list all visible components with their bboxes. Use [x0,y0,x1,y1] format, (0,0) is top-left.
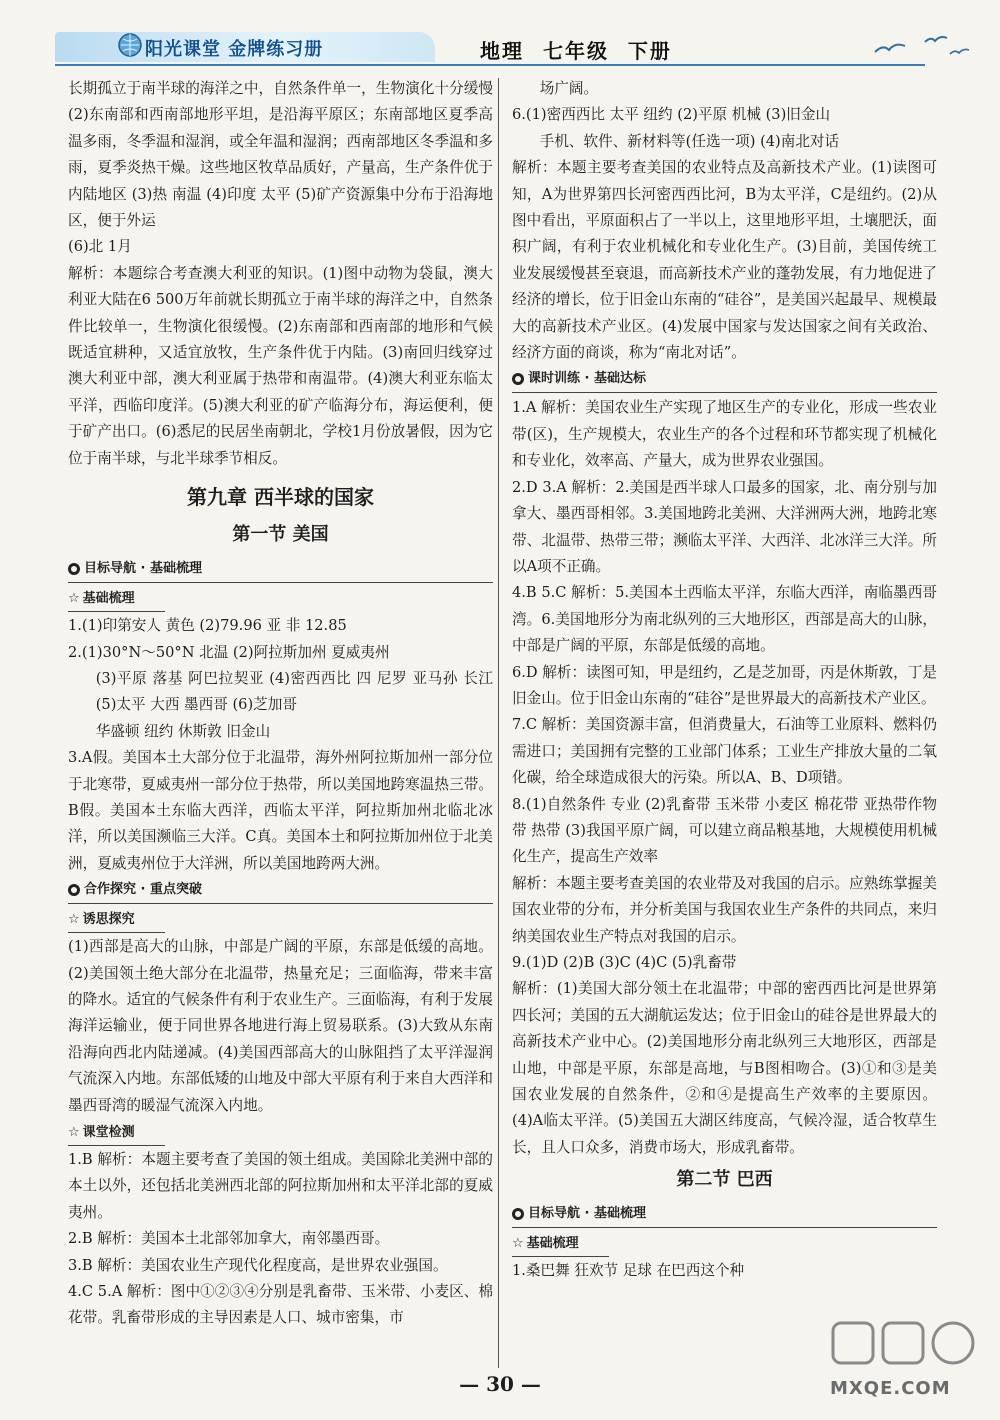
bullet-icon [68,563,80,575]
left-column [68,76,493,1332]
star-icon: ☆ [68,912,80,928]
answer-item: 华盛顿 纽约 休斯敦 旧金山 [95,722,271,740]
answer-text: 场广阔。 [539,80,599,97]
subsection-label: ☆ 基础梳理 [512,1232,609,1257]
answer-item: (1)西部是高大的山脉，中部是广阔的平原，东部是低缓的高地。(2)美国领土绝大部分在北温带，热量充足；三面临海，带来丰富的降水。适宜的气候条件有利于农业生产。三面临海，有利于发展海洋运输业，便于同世界各地进行海上贸易联系。(3)大致从东南沿海向西北内陆递减。(4)美国西部高大的山脉阻挡了太平洋湿润气流深入内地。东部低矮的山地及中部大平原有利于来自大西洋和墨西哥湾的暖湿气流深入内地。 [68,938,493,1114]
analysis-text: 解析：(1)美国大部分领土在北温带；中部的密西西比河是世界第四长河；美国的五大湖航运发达；位于旧金山的硅谷是世界最大的高新技术产业中心。(2)美国地形分南北纵列三大地形区，西部是山地，中部是平原，东部是高地，与B图相吻合。(3)①和③是美国农业发展的自然条件，②和④是提高生产效率的主要原因。(4)A临太平洋。(5)美国五大湖区纬度高，气候冷湿，适合牧草生长，且人口众多，消费市场大，形成乳畜带。 [512,980,937,1156]
series-title: 阳光课堂 金牌练习册 [145,39,324,60]
analysis-text: 解析：本题主要考查美国的农业带及对我国的启示。应熟练掌握美国农业带的分布，并分析美国与我国农业生产条件的共同点，来归纳美国农业生产特点对我国的启示。 [512,874,937,945]
answer-item: 3.A假。美国本土大部分位于北温带，海外州阿拉斯加州一部分位于北寒带，夏威夷州一部分位于热带，所以美国地跨寒温热三带。B假。美国本土东临大西洋，西临太平洋，阿拉斯加州北临北冰洋，所以美国濒临三大洋。C真。美国本土和阿拉斯加州位于北美洲，夏威夷州位于大洋洲，所以美国地跨两大洲。 [68,749,493,872]
watermark [828,1318,978,1408]
analysis-text: 解析：本题主要考查美国的农业特点及高新技术产业。(1)读图可知，A为世界第四长河密西西比河，B为太平洋，C是纽约。(2)从图中看出，平原面积占了一半以上，这里地形平坦，土壤肥沃，面积广阔，有利于农业机械化和专业化生产。(3)目前，美国传统工业发展缓慢甚至衰退，而高新技术产业的蓬勃发展，有力地促进了经济的增长，位于旧金山东南的“硅谷”，是美国兴起最早、规模最大的高新技术产业区。(4)发展中国家与发达国家之间有关政治、经济方面的商谈，称为“南北对话”。 [512,159,937,362]
star-icon: ☆ [512,1236,524,1252]
section-banner: 目标导航 · 基础梳理 [68,556,493,583]
right-column [512,76,937,1285]
answer-item: 手机、软件、新材料等(任选一项) (4)南北对话 [539,132,840,150]
answer-item: 7.C 解析：美国资源丰富，但消费量大，石油等工业原料、燃料仍需进口；美国拥有完整的工业部门体系；工业生产排放大量的二氧化碳，给全球造成很大的污染。所以A、B、D项错。 [512,716,937,787]
subsection-label: ☆ 诱思探究 [68,908,165,933]
watermark-logo-icon [828,1318,978,1378]
column-divider [498,78,499,1368]
birds-icon [855,32,975,64]
section-banner: 合作探究 · 重点突破 [68,877,493,904]
answer-item: 1.A 解析：美国农业生产实现了地区生产的专业化，形成一些农业带(区)，生产规模大，农业生产的各个过程和环节都实现了机械化和专业化，效率高、产量大，成为世界农业强国。 [512,399,937,470]
watermark-text: MXQE.COM [830,1378,951,1399]
subsection-label: ☆ 基础梳理 [68,587,165,612]
subsection-label: ☆ 课堂检测 [68,1121,165,1146]
answer-item: 4.C 5.A 解析：图中①②③④分别是乳畜带、玉米带、小麦区、棉花带。乳畜带形成的主导因素是人口、城市密集，市 [68,1283,493,1327]
answer-item: 6.(1)密西西比 太平 纽约 (2)平原 机械 (3)旧金山 [512,106,831,124]
star-icon: ☆ [68,1125,80,1140]
bullet-icon [68,884,80,896]
answer-item: 9.(1)D (2)B (3)C (4)C (5)乳畜带 [512,954,737,971]
section-title: 第二节 巴西 [676,1169,773,1191]
answer-item: 8.(1)自然条件 专业 (2)乳畜带 玉米带 小麦区 棉花带 亚热带作物带 热带 (3)我国平原广阔，可以建立商品粮基地，大规模使用机械化生产，提高生产效率 [512,795,937,866]
answer-item: 2.B 解析：美国本土北部邻加拿大，南邻墨西哥。 [68,1230,390,1248]
page-number: — 30 — [459,1372,541,1396]
answer-item: 1.B 解析：本题主要考查了美国的领土组成。美国除北美洲中部的本土以外，还包括北美洲西北部的阿拉斯加州和太平洋北部的夏威夷州。 [68,1151,493,1221]
section-title: 第一节 美国 [232,524,329,546]
section-banner: 目标导航 · 基础梳理 [512,1201,937,1228]
answer-item: 6.D 解析：读图可知，甲是纽约，乙是芝加哥，丙是休斯敦，丁是旧金山。位于旧金山东南的“硅谷”是世界最大的高新技术产业区。 [512,663,937,707]
analysis-text: 解析：本题综合考查澳大利亚的知识。(1)图中动物为袋鼠，澳大利亚大陆在6 500万年前就长期孤立于南半球的海洋之中，自然条件比较单一，生物演化很缓慢。(2)东南部和西南部的地形和气候既适宜耕种，又适宜放牧，生产条件优于内陆。(3)南回归线穿过澳大利亚中部，澳大利亚属于热带和南温带。(4)澳大利亚东临太平洋，西临印度洋。(5)澳大利亚的矿产临海分布，海运便利，便于矿产出口。(6)悉尼的民居坐南朝北，学校1月份放暑假，因为它位于南半球，与北半球季节相反。 [68,264,493,467]
answer-item: (3)平原 落基 阿巴拉契亚 (4)密西西比 四 尼罗 亚马孙 长江 (5)太平 大西 墨西哥 (6)芝加哥 [95,669,493,714]
answer-item: 3.B 解析：美国农业生产现代化程度高，是世界农业强国。 [68,1256,448,1274]
answer-item: 1.桑巴舞 狂欢节 足球 在巴西这个种 [512,1262,745,1280]
subject-title: 地理 七年级 下册 [480,39,672,63]
chapter-title: 第九章 西半球的国家 [187,485,374,510]
bullet-icon [512,1208,524,1220]
answer-text: 长期孤立于南半球的海洋之中，自然条件单一，生物演化十分缓慢 (2)东南部和西南部地形平坦，是沿海平原区；东南部地区夏季高温多雨，冬季温和湿润，或全年温和湿润；西南部地区冬季温和多雨，夏季炎热干燥。这些地区牧草品质好，产量高，生产条件优于内陆地区 (3)热 南温 (4)印度 太平 (5)矿产资源集中分布于沿海地区，便于外运 [68,80,493,230]
star-icon: ☆ [68,591,80,607]
page-header [55,30,925,66]
answer-item: 4.B 5.C 解析：5.美国本土西临太平洋，东临大西洋，南临墨西哥湾。6.美国地形分为南北纵列的三大地形区，西部是高大的山脉，中部是广阔的平原，东部是低缓的高地。 [512,584,937,655]
answer-item: 2.D 3.A 解析：2.美国是西半球人口最多的国家，北、南分别与加拿大、墨西哥相邻。3.美国地跨北美洲、大洋洲两大洲，地跨北寒带、北温带、热带三带；濒临太平洋、大西洋、北冰洋三大洋。所以A项不正确。 [512,478,937,575]
section-banner: 课时训练 · 基础达标 [512,366,937,393]
answer-item: 1.(1)印第安人 黄色 (2)79.96 亚 非 12.85 [68,617,347,635]
answer-item: 2.(1)30°N～50°N 北温 (2)阿拉斯加州 夏威夷州 [68,643,390,661]
globe-icon [117,32,143,58]
answer-text: (6)北 1月 [68,238,132,256]
bullet-icon [512,373,524,385]
